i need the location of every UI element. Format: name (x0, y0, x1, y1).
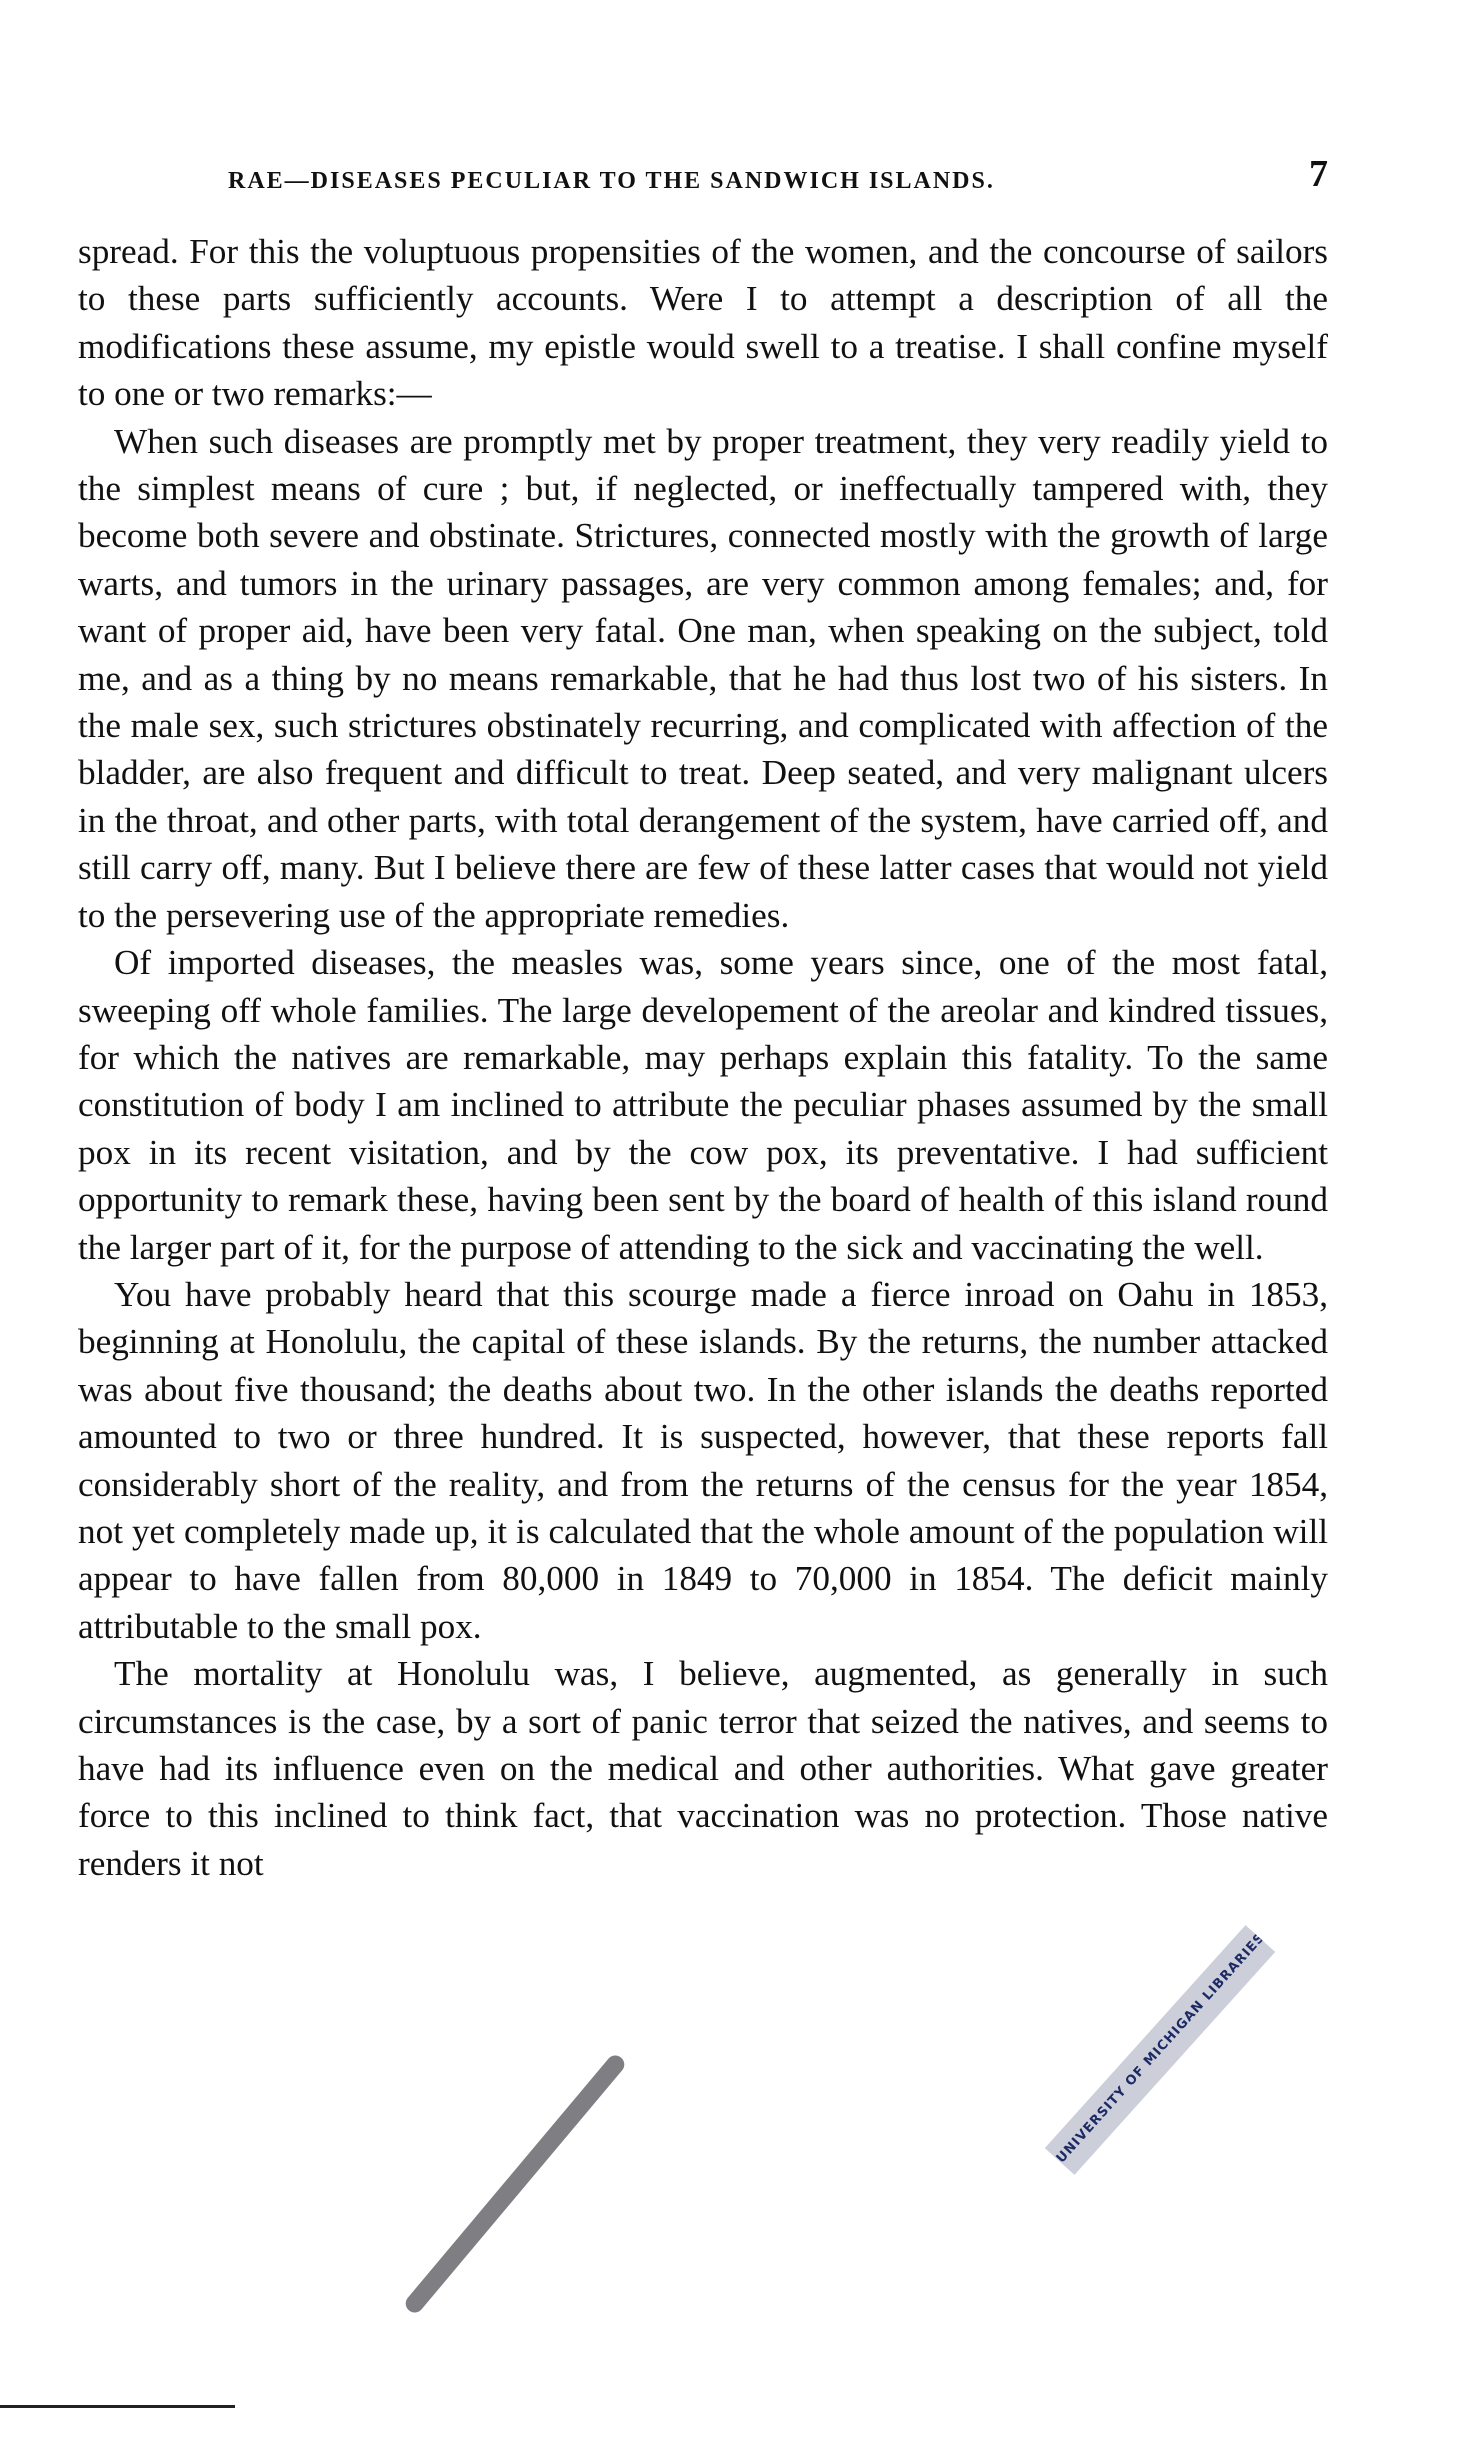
bottom-rule (0, 2405, 235, 2408)
body-text (78, 228, 1328, 1887)
running-head: RAE—DISEASES PECULIAR TO THE SANDWICH ISLANDS. (228, 168, 995, 194)
ink-stroke (402, 2052, 628, 2316)
library-stamp: UNIVERSITY OF MICHIGAN LIBRARIES (1045, 1925, 1275, 2175)
paragraph-2: When such diseases are promptly met by proper treatment, they very readily yield to the simplest means of cure ; but, if neglected, or ineffectually tampered with, they become both severe and obstinate. Strictures, connected mostly with the growth of large warts, and tumors in the urinary passages, are very common among females; and, for want of proper aid, have been very fatal. One man, when speaking on the subject, told me, and as a thing by no means remarkable, that he had thus lost two of his sisters. In the male sex, such strictures obstinately recurring, and complicated with affection of the bladder, are also frequent and difficult to treat. Deep seated, and very malignant ulcers in the throat, and other parts, with total derangement of the system, have carried off, and still carry off, many. But I believe there are few of these latter cases that would not yield to the persevering use of the appropriate remedies. (78, 421, 1328, 935)
paragraph-4: You have probably heard that this scourge made a fierce inroad on Oahu in 1853, beginning at Honolulu, the capital of these islands. By the returns, the number attacked was about five thousand; the deaths about two. In the other islands the deaths reported amounted to two or three hundred. It is suspected, however, that these reports fall considerably short of the reality, and from the returns of the census for the year 1854, not yet completely made up, it is calculated that the whole amount of the population will appear to have fallen from 80,000 in 1849 to 70,000 in 1854. The deficit mainly attributable to the small pox. (78, 1274, 1328, 1646)
paragraph-3: Of imported diseases, the measles was, some years since, one of the most fatal, sweeping off whole families. The large developement of the areolar and kindred tissues, for which the natives are remarkable, may perhaps explain this fatality. To the same constitution of body I am inclined to attribute the peculiar phases assumed by the small pox in its recent visitation, and by the cow pox, its preventative. I had sufficient opportunity to remark these, having been sent by the board of health of this island round the larger part of it, for the purpose of attending to the sick and vaccinating the well. (78, 943, 1328, 1267)
paragraph-1: spread. For this the voluptuous propensities of the women, and the concourse of sailors to these parts sufficiently accounts. Were I to attempt a description of all the modifications these assume, my epistle would swell to a treatise. I shall confine myself to one or two remarks:— (78, 232, 1328, 414)
page-header (78, 152, 1328, 212)
paragraph-5: The mortality at Honolulu was, I believe, augmented, as generally in such circumstances is the case, by a sort of panic terror that seized the natives, and seems to have had its influence even on the medical and other authorities. What gave greater force to this inclined to think fact, that vaccination was no protection. Those native renders it not (78, 1654, 1328, 1883)
page-number: 7 (1309, 153, 1328, 195)
